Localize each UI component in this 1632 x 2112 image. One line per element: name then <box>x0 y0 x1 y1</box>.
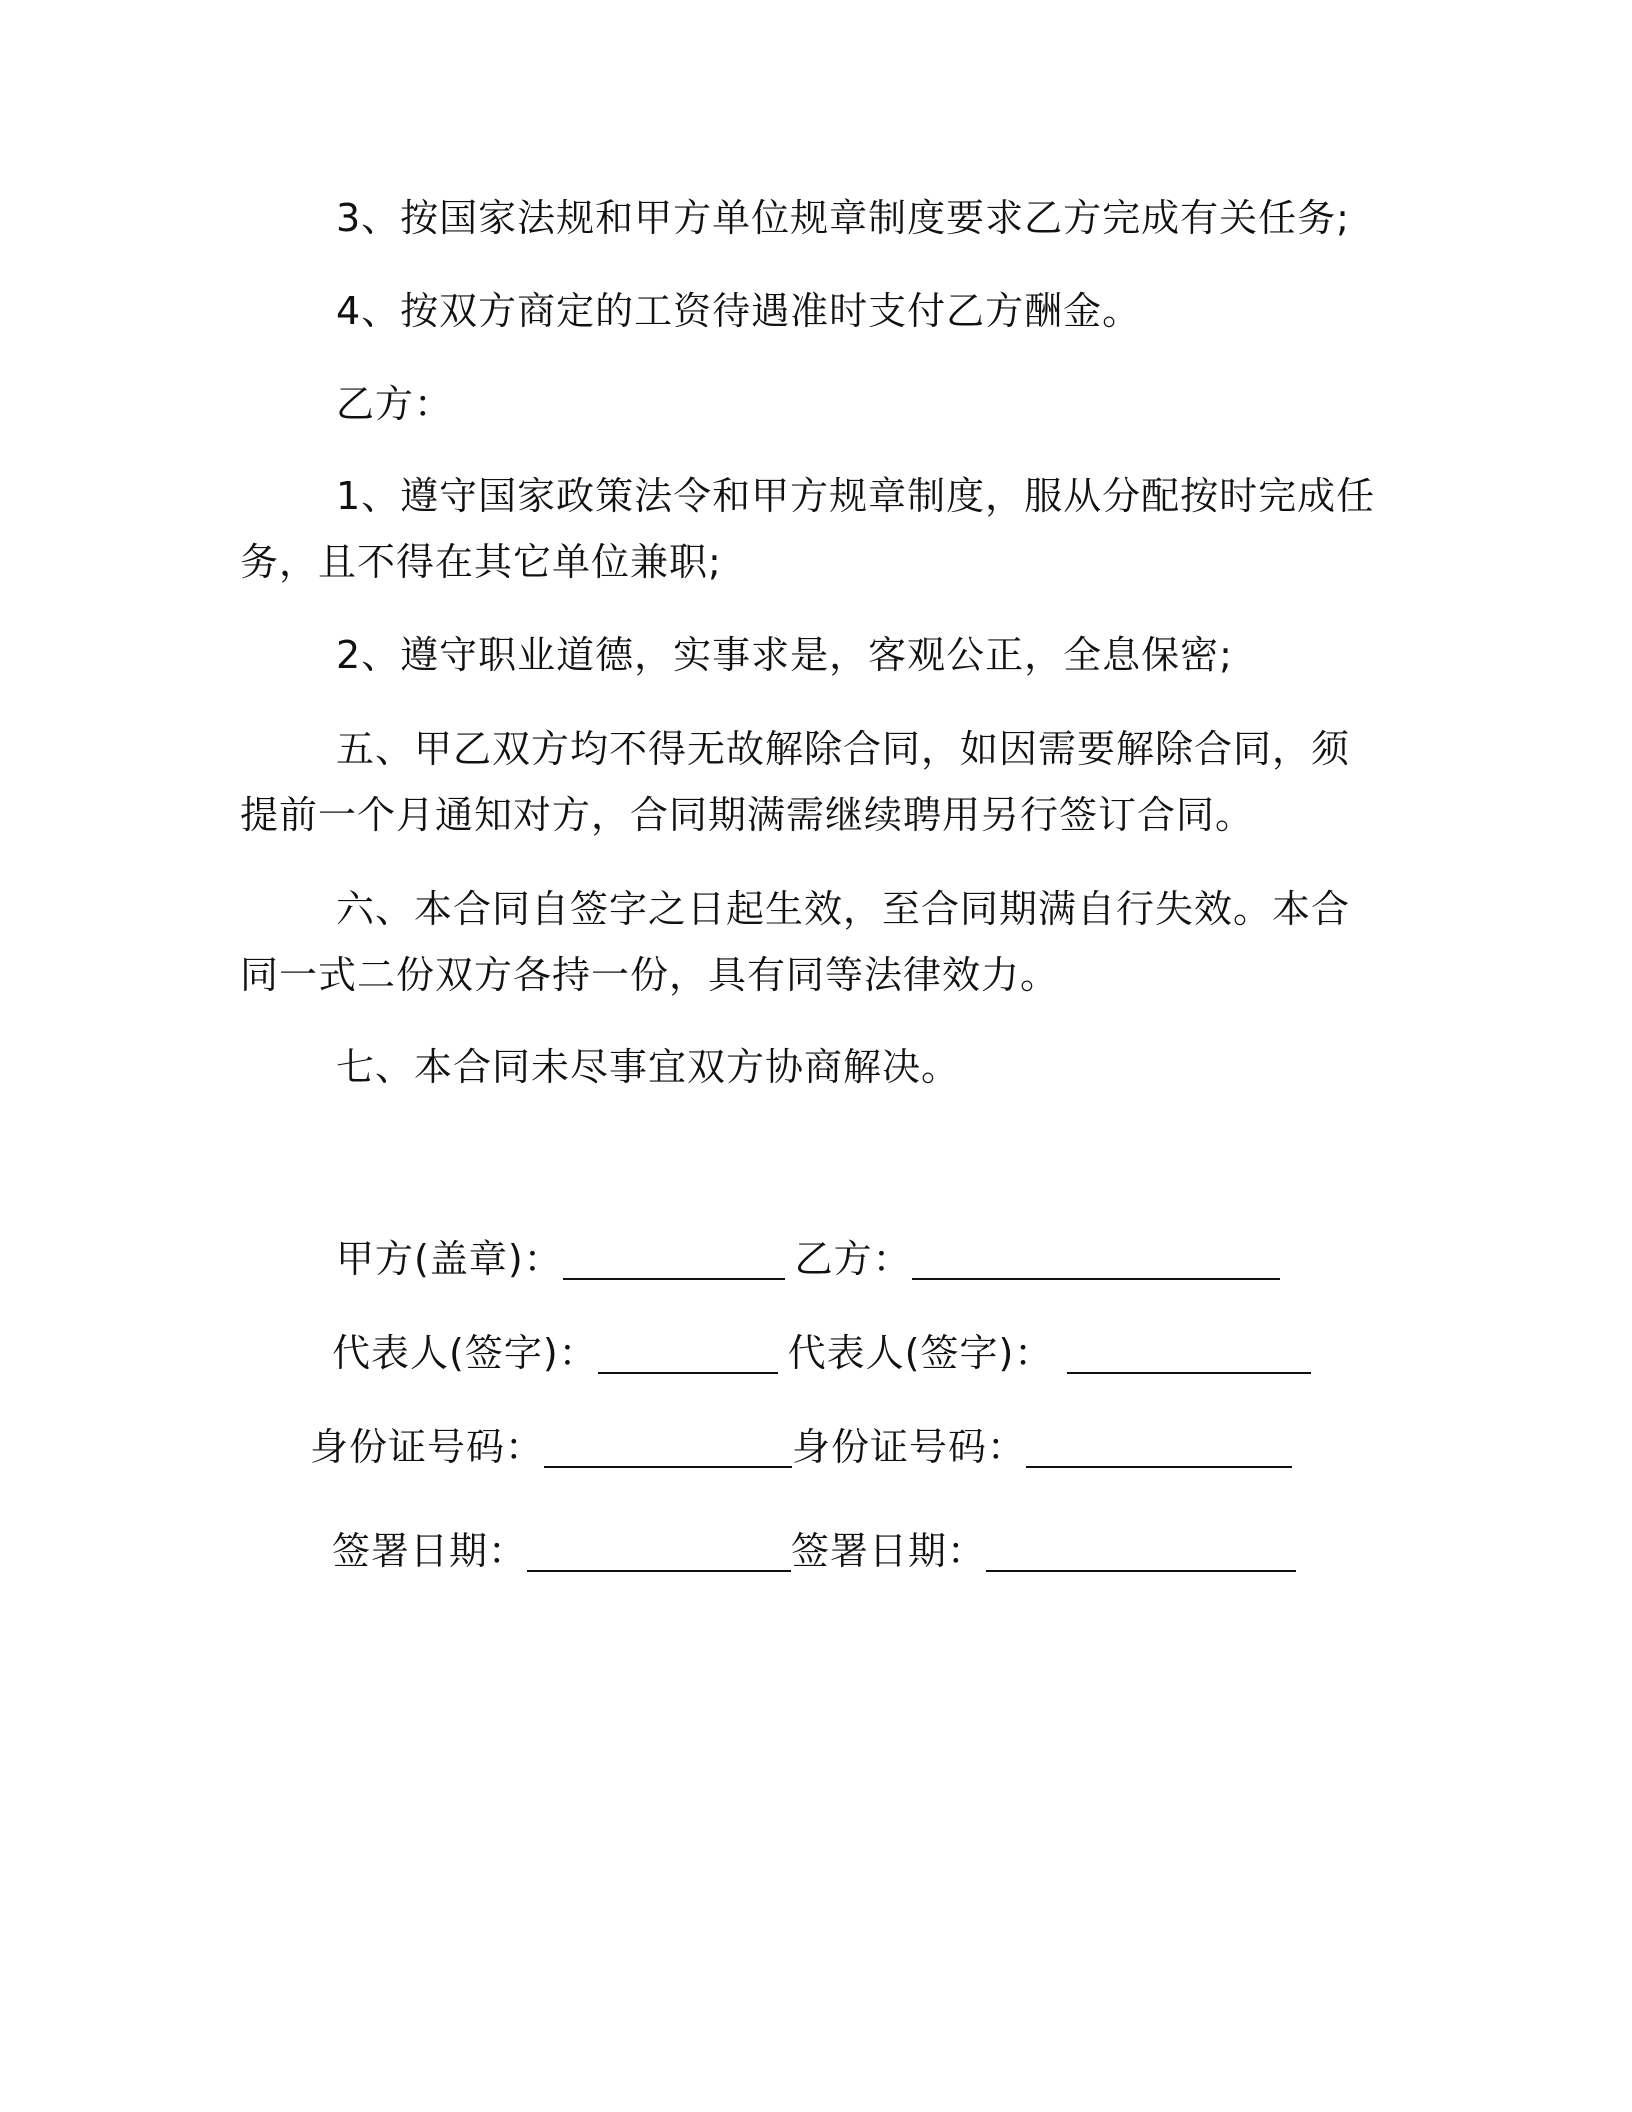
rep-b-field[interactable] <box>1067 1332 1311 1374</box>
signature-row-id <box>310 1422 1292 1472</box>
date-b-label: 签署日期： <box>791 1529 987 1573</box>
party-b-field[interactable] <box>912 1238 1280 1280</box>
party-b-heading: 乙方： <box>336 382 454 426</box>
party-a-seal-label: 甲方(盖章)： <box>336 1237 563 1281</box>
date-a-label: 签署日期： <box>332 1529 528 1573</box>
party-b-clause-2: 2、遵守职业道德，实事求是，客观公正，全息保密; <box>336 633 1233 677</box>
rep-a-label: 代表人(签字)： <box>332 1331 598 1375</box>
article-5: 五、甲乙双方均不得无故解除合同，如因需要解除合同，须提前一个月通知对方，合同期满需继续聘用另行签订合同。 <box>240 727 1351 837</box>
party-b-clause-1: 1、遵守国家政策法令和甲方规章制度，服从分配按时完成任务，且不得在其它单位兼职; <box>240 474 1376 584</box>
rep-a-field[interactable] <box>598 1332 778 1374</box>
id-a-label: 身份证号码： <box>310 1425 545 1469</box>
article-7: 七、本合同未尽事宜双方协商解决。 <box>336 1045 961 1089</box>
party-a-seal-field[interactable] <box>563 1238 785 1280</box>
clause-4: 4、按双方商定的工资待遇准时支付乙方酬金。 <box>336 289 1142 333</box>
date-a-field[interactable] <box>527 1530 791 1572</box>
signature-row-seal <box>336 1234 1280 1284</box>
date-b-field[interactable] <box>986 1530 1296 1572</box>
party-b-label: 乙方： <box>794 1237 912 1281</box>
signature-row-date <box>332 1526 1296 1576</box>
id-b-label: 身份证号码： <box>792 1425 1027 1469</box>
rep-b-label: 代表人(签字)： <box>787 1331 1054 1375</box>
id-a-field[interactable] <box>544 1426 792 1468</box>
article-6: 六、本合同自签字之日起生效，至合同期满自行失效。本合同一式二份双方各持一份，具有同等法律效力。 <box>240 887 1351 997</box>
clause-3: 3、按国家法规和甲方单位规章制度要求乙方完成有关任务; <box>336 196 1350 240</box>
signature-row-representative <box>332 1328 1311 1378</box>
id-b-field[interactable] <box>1026 1426 1292 1468</box>
